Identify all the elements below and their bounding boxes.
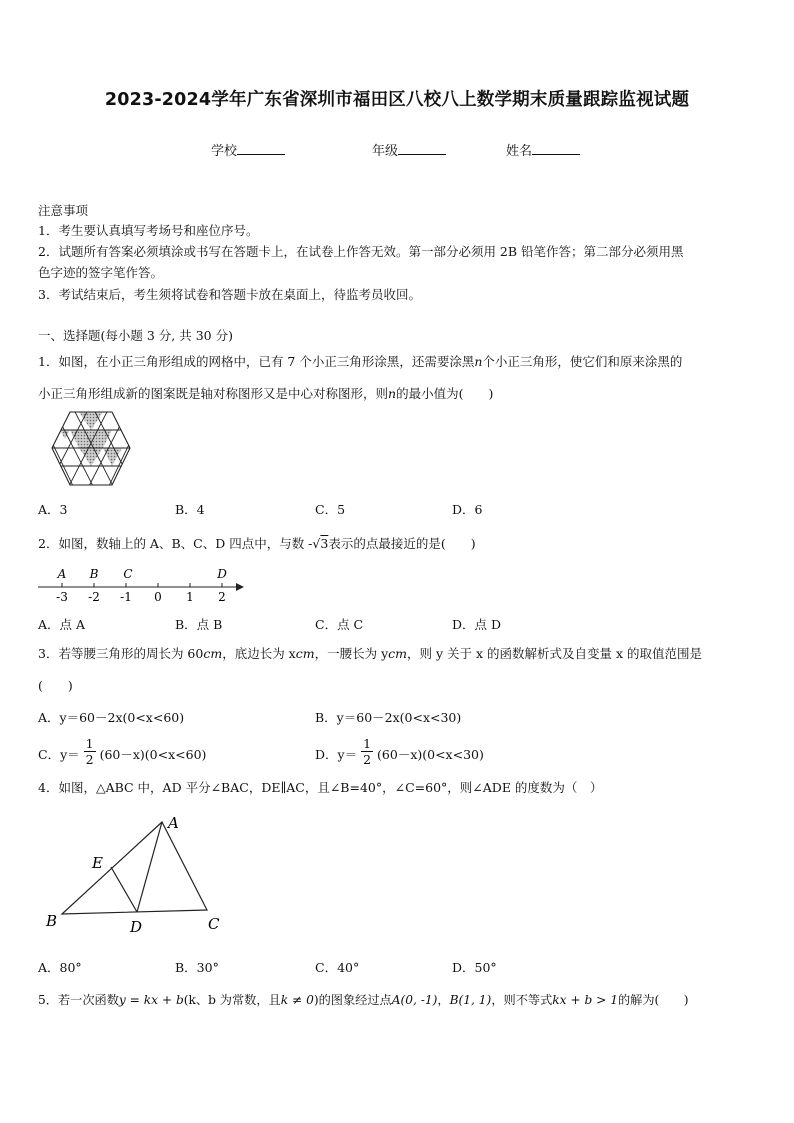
q3-unit: cm	[388, 646, 407, 661]
q1-shaded-triangle	[79, 448, 103, 466]
page-title: 2023-2024学年广东省深圳市福田区八校八上数学期末质量跟踪监视试题	[104, 90, 690, 110]
q5-stem: 5．若一次函数y = kx + b(k、b 为常数，且k ≠ 0)的图象经过点A(0, -1)，B(1, 1)，则不等式kx + b > 1的解为( )	[38, 993, 689, 1007]
point-label-c: C	[123, 567, 133, 581]
notes-item: 1．考生要认真填写考场号和座位序号。	[38, 223, 259, 238]
grade-label: 年级	[372, 144, 399, 159]
tick-label: 2	[218, 590, 226, 604]
q5-function: y = kx + b	[118, 993, 184, 1007]
q1-triangle-grid-figure	[50, 410, 132, 488]
q3-option-b[interactable]: B．y＝60－2x(0<x<30)	[315, 710, 462, 725]
segment-ad	[137, 822, 162, 912]
q1-option-c[interactable]: C．5	[315, 502, 346, 517]
tick-label: 0	[154, 590, 162, 604]
q4-option-a[interactable]: A．80°	[38, 960, 82, 975]
q2-sqrt-number: 3	[320, 536, 329, 551]
q3-option-c[interactable]: C．y＝ $\frac{1}{2}$ (60－x)(0<x<60)	[38, 736, 207, 767]
q5-point-a: A(0, -1)	[391, 993, 438, 1007]
vertex-label-d: D	[130, 918, 143, 936]
q2-number-line	[36, 563, 246, 605]
q3-paren: ( )	[38, 678, 73, 693]
notes-item: 3．考试结束后，考生须将试卷和答题卡放在桌面上，待监考员收回。	[38, 287, 421, 302]
q1-shaded-triangle	[103, 448, 122, 466]
point-label-a: A	[57, 567, 67, 581]
q4-option-c[interactable]: C．40°	[315, 960, 360, 975]
section-heading: 一、选择题(每小题 3 分, 共 30 分)	[38, 328, 233, 343]
school-field	[211, 140, 285, 159]
q5-point-b: B(1, 1)	[449, 993, 492, 1007]
notes-heading: 注意事项	[38, 203, 89, 218]
fraction: $\frac{1}{2}$	[85, 736, 94, 767]
q1-line1: 1．如图，在小正三角形组成的网格中，已有 7 个小正三角形涂黑，还需要涂黑n个小正三角形，使它们和原来涂黑的	[38, 354, 683, 369]
q1-var: n	[388, 386, 397, 401]
vertex-label-e: E	[92, 854, 103, 872]
q1-option-b[interactable]: B．4	[175, 502, 205, 517]
q3-option-a[interactable]: A．y＝60－2x(0<x<60)	[38, 710, 185, 725]
q3-unit: cm	[203, 646, 223, 661]
school-label: 学校	[211, 144, 238, 159]
vertex-label-a: A	[168, 814, 179, 832]
point-label-d: D	[217, 567, 227, 581]
q2-option-b[interactable]: B．点 B	[175, 617, 223, 632]
tick-label: -3	[56, 590, 68, 604]
q3-option-d[interactable]: D．y＝ $\frac{1}{2}$ (60－x)(0<x<30)	[315, 736, 484, 767]
fraction: $\frac{1}{2}$	[363, 736, 372, 767]
q5-condition: k ≠ 0	[280, 993, 314, 1007]
segment-de	[111, 867, 137, 912]
q3-unit: cm	[295, 646, 315, 661]
triangle-abc	[62, 822, 207, 914]
q1-option-a[interactable]: A．3	[38, 502, 68, 517]
notes-item: 色字迹的签字笔作答。	[38, 265, 164, 280]
q2-option-a[interactable]: A．点 A	[38, 617, 86, 632]
tick-label: 1	[186, 590, 194, 604]
sqrt-icon: √	[312, 536, 321, 551]
vertex-label-b: B	[46, 912, 58, 930]
tick-label: -1	[120, 590, 132, 604]
q1-line2: 小正三角形组成新的图案既是轴对称图形又是中心对称图形，则n的最小值为( )	[38, 386, 494, 401]
name-label: 姓名	[506, 144, 533, 159]
name-field	[506, 140, 580, 159]
q4-triangle-figure	[40, 810, 230, 938]
grade-blank	[398, 142, 446, 155]
tick-label: -2	[88, 590, 100, 604]
q2-option-c[interactable]: C．点 C	[315, 617, 364, 632]
school-blank	[237, 142, 285, 155]
q2-option-d[interactable]: D．点 D	[452, 617, 502, 632]
arrow-icon	[236, 583, 244, 591]
q3-stem: 3．若等腰三角形的周长为 60cm，底边长为 xcm，一腰长为 ycm，则 y 关于 x 的函数解析式及自变量 x 的取值范围是	[38, 646, 703, 661]
q5-inequality: kx + b > 1	[552, 993, 618, 1007]
q4-option-d[interactable]: D．50°	[452, 960, 497, 975]
name-blank	[532, 142, 580, 155]
q1-var: n	[474, 354, 483, 369]
q1-option-d[interactable]: D．6	[452, 502, 483, 517]
point-label-b: B	[89, 567, 99, 581]
vertex-label-c: C	[208, 915, 220, 933]
q4-option-b[interactable]: B．30°	[175, 960, 219, 975]
q2-stem: 2．如图，数轴上的 A、B、C、D 四点中，与数 -√3表示的点最接近的是( )	[38, 536, 476, 551]
grade-field	[372, 140, 446, 159]
notes-item: 2．试题所有答案必须填涂或书写在答题卡上，在试卷上作答无效。第一部分必须用 2B 铅笔作答；第二部分必须用黑	[38, 244, 684, 259]
q4-stem: 4．如图，△ABC 中，AD 平分∠BAC，DE∥AC，且∠B=40°，∠C=60°，则∠ADE 的度数为（ ）	[38, 780, 603, 795]
